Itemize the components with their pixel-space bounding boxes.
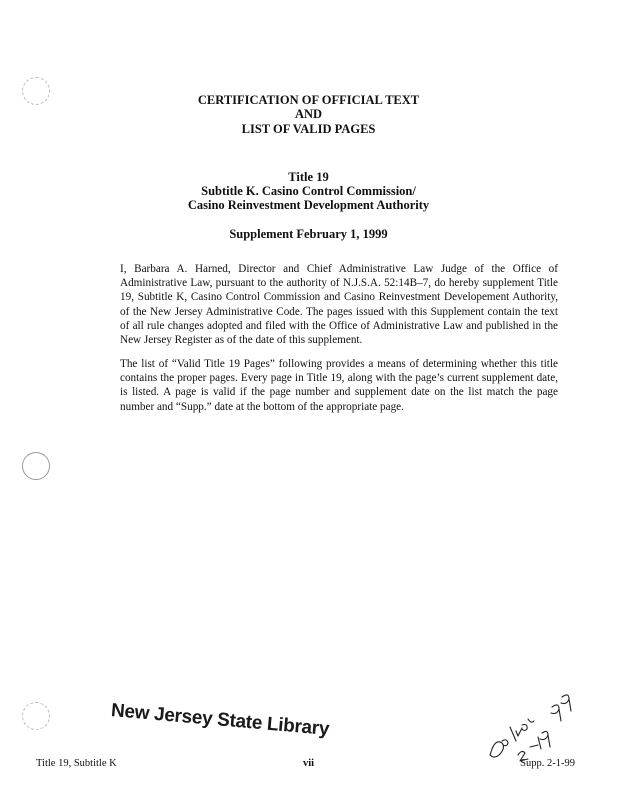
punch-hole (22, 702, 50, 730)
punch-hole (22, 452, 50, 480)
certification-heading: CERTIFICATION OF OFFICIAL TEXT (197, 93, 420, 107)
subtitle-line-2: Casino Reinvestment Development Authority (187, 198, 430, 212)
valid-pages-paragraph: The list of “Valid Title 19 Pages” following provides a means of determining whether this title contains the proper pages. Every page in Title 19, along with the page’s current supplement date, is listed. A page is valid if the page number and supplement date on the list match the page number and “Supp.” date at the bottom of the appropriate page. (120, 358, 558, 413)
library-stamp: New Jersey State Library (110, 700, 330, 740)
footer-supplement: Supp. 2-1-99 (520, 758, 575, 769)
certification-heading-and: AND (294, 107, 323, 121)
page-number: vii (302, 758, 315, 769)
footer-title: Title 19, Subtitle K (36, 758, 117, 769)
subtitle-line-1: Subtitle K. Casino Control Commission/ (201, 184, 416, 198)
certification-paragraph: I, Barbara A. Harned, Director and Chief Administrative Law Judge of the Office of Administrative Law, pursuant to the authority of N.J.S.A. 52:14B–7, do hereby supplement Title 19, Subtitle K, Casino Control Commission and Casino Reinvestment Developement Authority, of the New Jersey Administrative Code. The pages issued with this Supplement contain the text of all rule changes adopted and filed with the Office of Administrative Law and published in the New Jersey Register as of the date of this supplement. (120, 263, 558, 347)
valid-pages-heading: LIST OF VALID PAGES (241, 122, 376, 136)
supplement-date: Supplement February 1, 1999 (229, 227, 388, 241)
title-number: Title 19 (288, 170, 329, 184)
